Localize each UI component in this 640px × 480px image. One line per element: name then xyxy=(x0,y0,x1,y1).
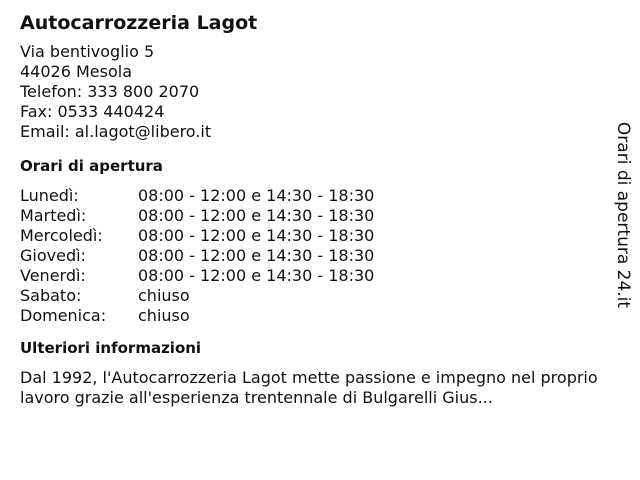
day-label: Venerdì: xyxy=(20,266,86,285)
site-watermark: Orari di apertura 24.it xyxy=(613,121,633,309)
hours-value: chiuso xyxy=(138,286,190,305)
hours-row-wednesday xyxy=(20,226,610,246)
hours-row-saturday xyxy=(20,286,610,306)
day-label: Martedì: xyxy=(20,206,87,225)
hours-value: 08:00 - 12:00 e 14:30 - 18:30 xyxy=(138,246,375,265)
hours-value: chiuso xyxy=(138,306,190,325)
email-address: Email: al.lagot@libero.it xyxy=(20,122,212,141)
day-label: Domenica: xyxy=(20,306,107,325)
business-name: Autocarrozzeria Lagot xyxy=(20,12,258,34)
hours-value: 08:00 - 12:00 e 14:30 - 18:30 xyxy=(138,186,375,205)
info-heading: Ulteriori informazioni xyxy=(20,339,202,357)
hours-row-thursday xyxy=(20,246,610,266)
hours-value: 08:00 - 12:00 e 14:30 - 18:30 xyxy=(138,226,375,245)
address-city: 44026 Mesola xyxy=(20,62,133,81)
hours-row-monday xyxy=(20,186,610,206)
hours-heading: Orari di apertura xyxy=(20,157,163,175)
opening-hours-table xyxy=(20,186,610,326)
day-label: Mercoledì: xyxy=(20,226,103,245)
day-label: Giovedì: xyxy=(20,246,86,265)
hours-value: 08:00 - 12:00 e 14:30 - 18:30 xyxy=(138,206,375,225)
hours-row-sunday xyxy=(20,306,610,326)
hours-value: 08:00 - 12:00 e 14:30 - 18:30 xyxy=(138,266,375,285)
info-description: Dal 1992, l'Autocarrozzeria Lagot mette passione e impegno nel proprio lavoro grazie all'esperienza trentennale di Bulgarelli Gius... xyxy=(20,368,598,407)
hours-row-tuesday xyxy=(20,206,610,226)
contact-block xyxy=(20,42,610,142)
phone-number: Telefon: 333 800 2070 xyxy=(20,82,200,101)
business-card xyxy=(20,10,610,408)
day-label: Lunedì: xyxy=(20,186,79,205)
fax-number: Fax: 0533 440424 xyxy=(20,102,165,121)
day-label: Sabato: xyxy=(20,286,82,305)
hours-row-friday xyxy=(20,266,610,286)
address-street: Via bentivoglio 5 xyxy=(20,42,155,61)
